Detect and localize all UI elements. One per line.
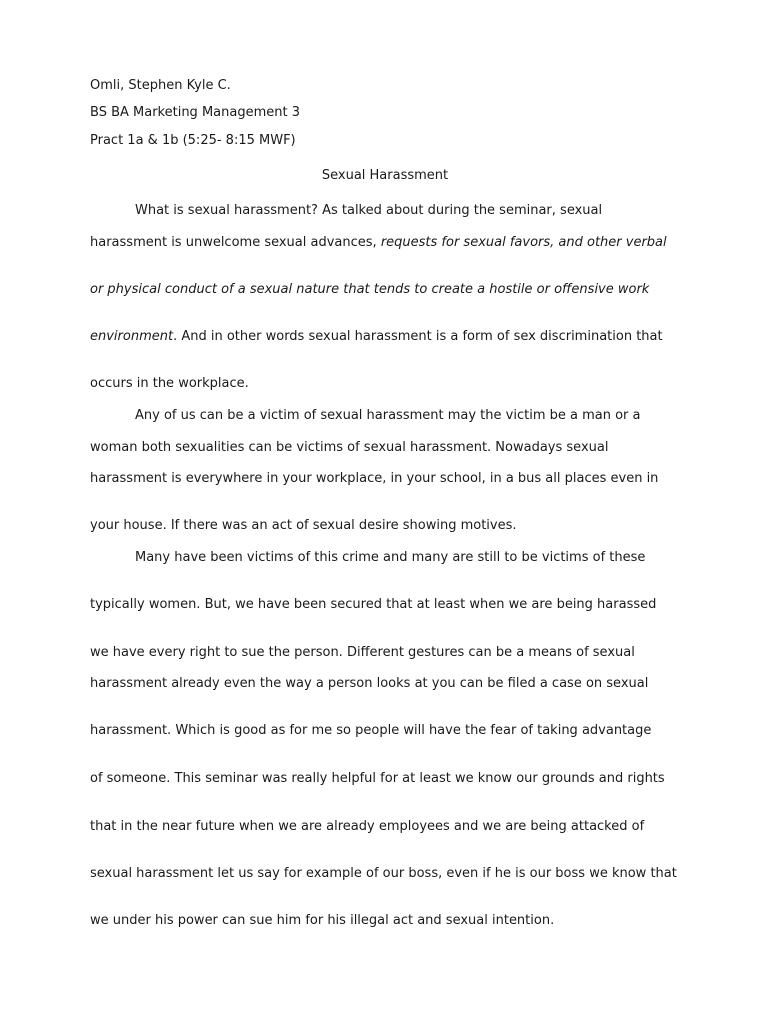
paragraph-line — [90, 329, 680, 345]
paragraph-line: sexual harassment let us say for example of our boss, even if he is our boss we know that — [90, 866, 677, 881]
paragraph-line: typically women. But, we have been secured that at least when we are being harassed — [90, 597, 657, 612]
paragraph-line: that in the near future when we are already employees and we are being attacked of — [90, 819, 645, 834]
author-name: Omli, Stephen Kyle C. — [90, 78, 231, 93]
paragraph-line: occurs in the workplace. — [90, 376, 249, 391]
italic-text-run: requests for sexual favors, and other verbal — [380, 235, 667, 250]
italic-text-run: or physical conduct of a sexual nature that tends to create a hostile or offensive work — [90, 282, 650, 297]
paragraph-line — [90, 282, 680, 298]
paragraph-line: harassment already even the way a person looks at you can be filed a case on sexual — [90, 676, 649, 691]
paragraph-line: of someone. This seminar was really helpful for at least we know our grounds and rights — [90, 771, 665, 786]
paragraph-line: harassment. Which is good as for me so people will have the fear of taking advantage — [90, 723, 652, 738]
paragraph-line: What is sexual harassment? As talked about during the seminar, sexual — [135, 203, 603, 218]
paragraph-line: we under his power can sue him for his illegal act and sexual intention. — [90, 913, 555, 928]
paragraph-line: Many have been victims of this crime and many are still to be victims of these — [135, 550, 646, 565]
paragraph-line: woman both sexualities can be victims of sexual harassment. Nowadays sexual — [90, 440, 609, 455]
schedule-line: Pract 1a & 1b (5:25- 8:15 MWF) — [90, 133, 296, 148]
course-line: BS BA Marketing Management 3 — [90, 105, 300, 120]
essay-title: Sexual Harassment — [321, 168, 449, 183]
text-run: . And in other words sexual harassment is a form of sex discrimination that — [173, 329, 663, 344]
paragraph-line: Any of us can be a victim of sexual harassment may the victim be a man or a — [135, 408, 641, 423]
italic-text-run: environment — [90, 329, 174, 344]
text-run: harassment is unwelcome sexual advances, — [90, 235, 381, 250]
paragraph-line — [90, 235, 680, 251]
paragraph-line: your house. If there was an act of sexual desire showing motives. — [90, 518, 517, 533]
paragraph-line: harassment is everywhere in your workplace, in your school, in a bus all places even in — [90, 471, 659, 486]
paragraph-line: we have every right to sue the person. Different gestures can be a means of sexual — [90, 645, 635, 660]
